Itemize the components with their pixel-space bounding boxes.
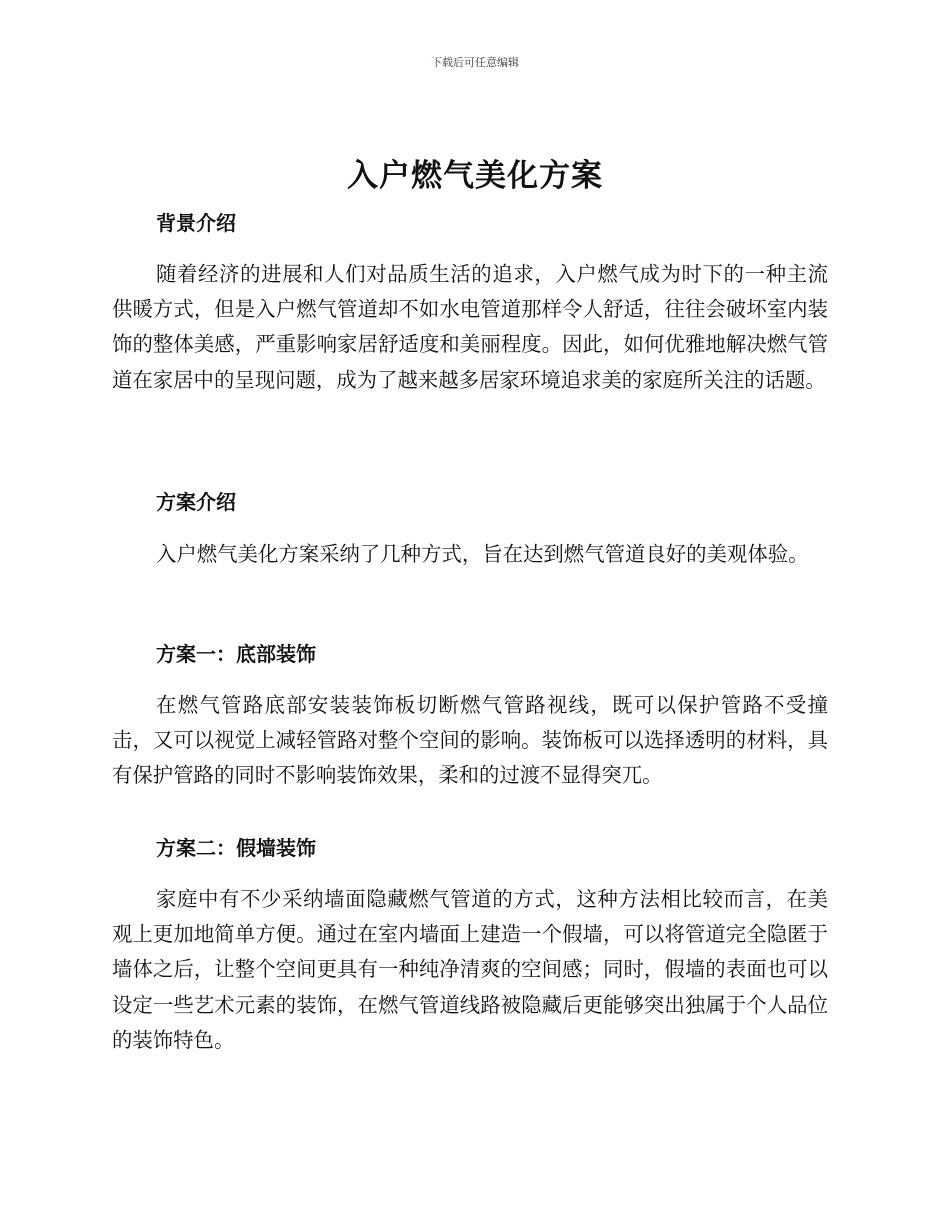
section-heading-background: 背景介绍 — [156, 211, 236, 235]
document-title: 入户燃气美化方案 — [347, 158, 603, 194]
section-body-background: 随着经济的进展和人们对品质生活的追求，入户燃气成为时下的一种主流供暖方式，但是入户燃气管道却不如水电管道那样令人舒适，往往会破坏室内装饰的整体美感，严重影响家居舒适度和美丽程度。因此，如何优雅地解决燃气管道在家居中的呈现问题，成为了越来越多居家环境追求美的家庭所关注的话题。 — [112, 262, 828, 392]
section-body-plan-two: 家庭中有不少采纳墙面隐藏燃气管道的方式，这种方法相比较而言，在美观上更加地简单方便。通过在室内墙面上建造一个假墙，可以将管道完全隐匿于墙体之后，让整个空间更具有一种纯净清爽的空间感；同时，假墙的表面也可以设定一些艺术元素的装饰，在燃气管道线路被隐藏后更能够突出独属于个人品位的装饰特色。 — [112, 887, 828, 1052]
section-heading-plan-two: 方案二：假墙装饰 — [156, 836, 316, 860]
section-body-plan-one: 在燃气管路底部安装装饰板切断燃气管路视线，既可以保护管路不受撞击，又可以视觉上减轻管路对整个空间的影响。装饰板可以选择透明的材料，具有保护管路的同时不影响装饰效果，柔和的过渡不显得突兀。 — [112, 693, 828, 788]
header-note: 下载后可任意编辑 — [431, 56, 519, 69]
section-body-plan-intro: 入户燃气美化方案采纳了几种方式，旨在达到燃气管道良好的美观体验。 — [156, 542, 809, 566]
section-heading-plan-intro: 方案介绍 — [156, 490, 236, 514]
section-heading-plan-one: 方案一：底部装饰 — [156, 642, 316, 666]
